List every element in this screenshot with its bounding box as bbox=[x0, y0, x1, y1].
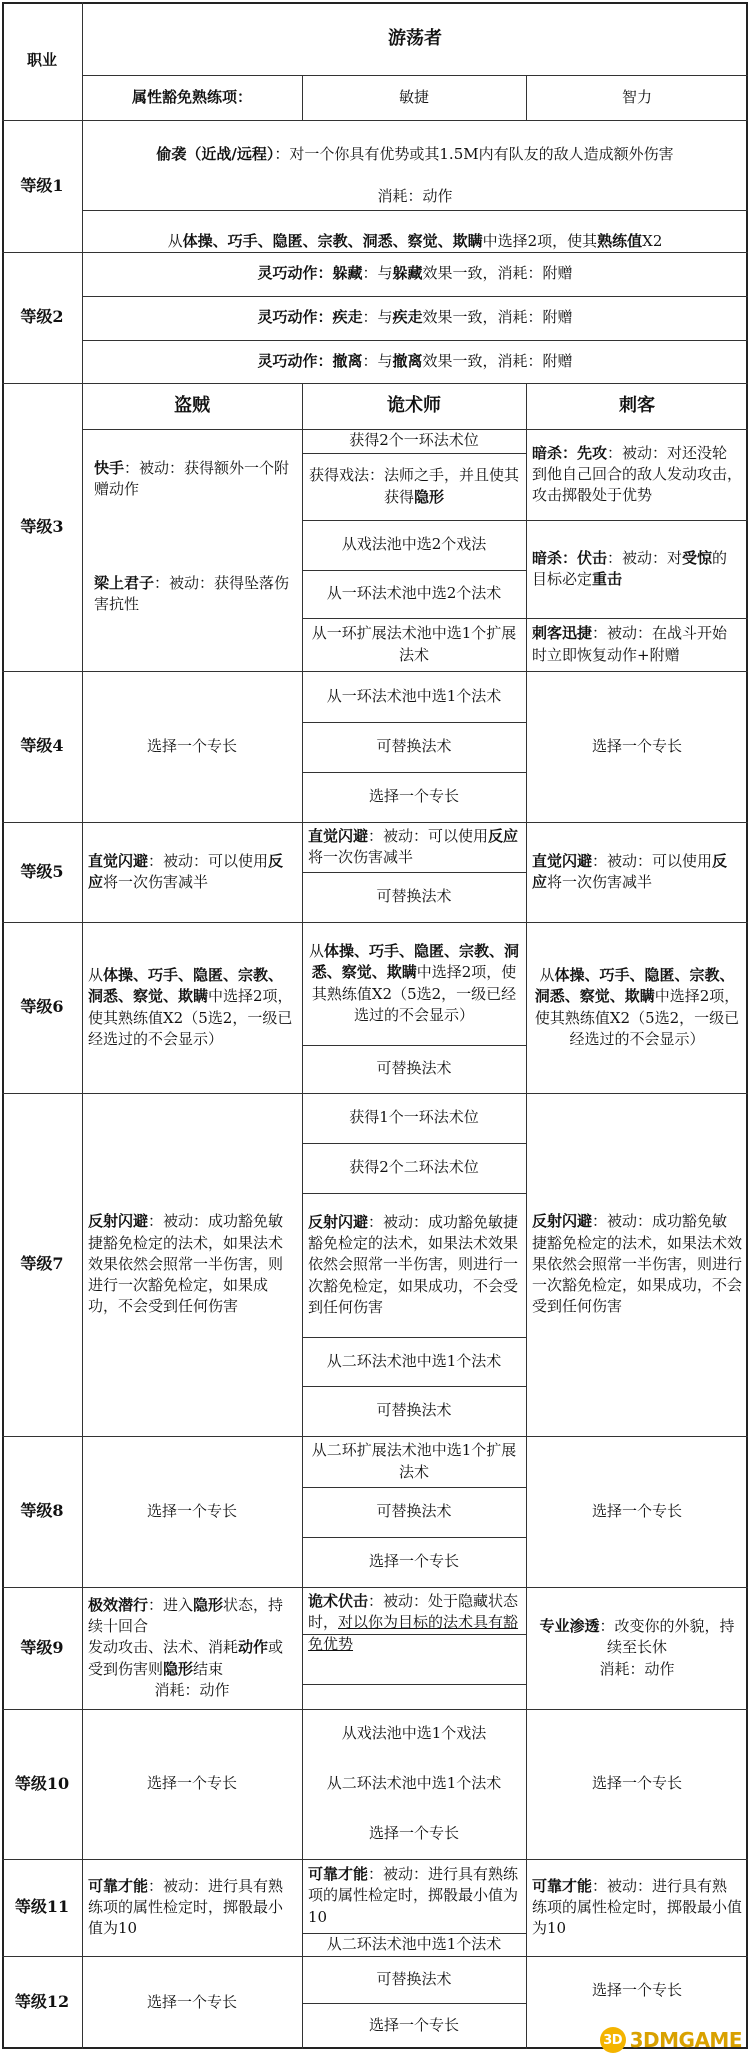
thief-uncanny-dodge: 直觉闪避：被动：可以使用反应将一次伤害减半 bbox=[88, 851, 284, 891]
assassin-infiltration: 专业渗透：改变你的外貌，持续至长休 消耗：动作 bbox=[539, 1617, 735, 1678]
trickster-spells: 从一环法术池中选2个法术 bbox=[326, 584, 502, 603]
thief-second-story: 梁上君子：被动：获得坠落伤害抗性 bbox=[94, 573, 290, 613]
level-label: 等级10 bbox=[14, 1773, 70, 1793]
trickster-slot-1: 获得1个一环法术位 bbox=[349, 1108, 479, 1127]
level-label: 等级8 bbox=[20, 1501, 64, 1521]
level-label: 等级7 bbox=[20, 1254, 64, 1274]
expertise-feature: 从体操、巧手、隐匿、宗教、洞悉、察觉、欺瞒中选择2项，使其熟练值X2 bbox=[167, 232, 663, 250]
cunning-action-hide: 灵巧动作：躲藏：与躲藏效果一致，消耗：附赠 bbox=[257, 264, 573, 283]
assassin-initiative: 暗杀：先攻：被动：对还没轮到他自己回合的敌人发动攻击，攻击掷骰处于优势 bbox=[532, 443, 743, 505]
thief-fast-hands: 快手：被动：获得额外一个附赠动作 bbox=[94, 458, 290, 498]
thief-feat: 选择一个专长 bbox=[146, 1501, 237, 1520]
trickster-spell-slots: 获得2个一环法术位 bbox=[349, 431, 479, 450]
trickster-reliable-talent: 可靠才能：被动：进行具有熟练项的属性检定时，掷骰最小值为10 bbox=[308, 1865, 519, 1926]
level-label: 等级5 bbox=[20, 861, 64, 881]
level-label: 等级1 bbox=[20, 175, 64, 195]
trickster-ambush: 诡术伏击：被动：处于隐藏状态时，对以你为目标的法术具有豁免优势 bbox=[308, 1592, 519, 1653]
level-label: 等级4 bbox=[20, 736, 64, 756]
thief-expertise: 从体操、巧手、隐匿、宗教、洞悉、察觉、欺瞒中选择2项，使其熟练值X2（5选2，一级已经选过的不会显示） bbox=[88, 965, 293, 1048]
level-label: 等级2 bbox=[20, 307, 64, 327]
assassin-uncanny-dodge: 直觉闪避：被动：可以使用反应将一次伤害减半 bbox=[532, 851, 728, 891]
trickster-cantrips: 从戏法池中选2个戏法 bbox=[341, 535, 487, 554]
trickster-replace: 可替换法术 bbox=[376, 887, 452, 906]
trickster-mage-hand: 获得戏法：法师之手，并且使其获得隐形 bbox=[308, 466, 519, 506]
saves-label: 属性豁免熟练项： bbox=[131, 87, 252, 106]
trickster-extended-spell: 从一环扩展法术池中选1个扩展法术 bbox=[311, 624, 517, 664]
trickster-replace: 可替换法术 bbox=[376, 1502, 452, 1521]
thief-supreme-sneak: 极效潜行：进入隐形状态，持续十回合 发动攻击、法术、消耗动作或受到伤害则隐形结束 消耗：动作 bbox=[88, 1595, 284, 1699]
trickster-replace: 可替换法术 bbox=[376, 1401, 452, 1420]
thief-reliable-talent: 可靠才能：被动：进行具有熟练项的属性检定时，掷骰最小值为10 bbox=[88, 1876, 284, 1938]
save-2: 智力 bbox=[621, 87, 652, 106]
trickster-spell-pick: 从二环法术池中选1个法术 bbox=[326, 1934, 502, 1953]
cunning-action-dash: 灵巧动作：疾走：与疾走效果一致，消耗：附赠 bbox=[257, 308, 573, 327]
subclass-trickster-header: 诡术师 bbox=[387, 395, 441, 417]
trickster-expertise: 从体操、巧手、隐匿、宗教、洞悉、察觉、欺瞒中选择2项，使其熟练值X2（5选2，一级已经选过的不会显示） bbox=[308, 941, 520, 1024]
assassin-feat: 选择一个专长 bbox=[591, 1501, 682, 1520]
save-1: 敏捷 bbox=[398, 87, 429, 106]
assassin-feat: 选择一个专长 bbox=[591, 1774, 682, 1793]
trickster-uncanny-dodge: 直觉闪避：被动：可以使用反应将一次伤害减半 bbox=[308, 826, 519, 866]
thief-feat: 选择一个专长 bbox=[146, 1774, 237, 1793]
site-watermark bbox=[600, 2027, 742, 2053]
trickster-spell-pick: 从一环法术池中选1个法术 bbox=[326, 686, 502, 705]
subclass-thief-header: 盗贼 bbox=[174, 395, 210, 417]
level-label: 等级11 bbox=[14, 1897, 70, 1917]
trickster-slot-2: 获得2个二环法术位 bbox=[349, 1158, 479, 1177]
watermark-logo-icon: 3D bbox=[600, 2027, 626, 2053]
trickster-replace: 可替换法术 bbox=[376, 1969, 452, 1988]
trickster-replace: 可替换法术 bbox=[376, 1059, 452, 1078]
trickster-feat: 选择一个专长 bbox=[368, 1552, 459, 1571]
trickster-feat: 选择一个专长 bbox=[368, 2016, 459, 2035]
profession-label: 职业 bbox=[26, 51, 57, 70]
assassin-alacrity: 刺客迅捷：被动：在战斗开始时立即恢复动作+附赠 bbox=[532, 624, 728, 664]
level-label: 等级3 bbox=[20, 516, 64, 536]
level-label: 等级9 bbox=[20, 1637, 64, 1657]
trickster-evasion: 反射闪避：被动：成功豁免敏捷豁免检定的法术，如果法术效果依然会照常一半伤害，则进行一次豁免检定，如果成功，不会受到任何伤害 bbox=[308, 1212, 519, 1316]
trickster-extended-spell: 从二环扩展法术池中选1个扩展法术 bbox=[311, 1441, 517, 1481]
thief-feat: 选择一个专长 bbox=[146, 1992, 237, 2011]
watermark-text: 3DMGAME bbox=[629, 2028, 742, 2052]
assassin-feat: 选择一个专长 bbox=[591, 1981, 682, 2000]
trickster-feat: 选择一个专长 bbox=[368, 1824, 459, 1843]
assassin-evasion: 反射闪避：被动：成功豁免敏捷豁免检定的法术，如果法术效果依然会照常一半伤害，则进行一次豁免检定，如果成功，不会受到任何伤害 bbox=[532, 1212, 743, 1316]
cunning-action-disengage: 灵巧动作：撤离：与撤离效果一致，消耗：附赠 bbox=[257, 351, 573, 370]
assassin-feat: 选择一个专长 bbox=[591, 736, 682, 755]
thief-feat: 选择一个专长 bbox=[146, 736, 237, 755]
trickster-replace: 可替换法术 bbox=[376, 737, 452, 756]
subclass-assassin-header: 刺客 bbox=[619, 395, 655, 417]
level-label: 等级12 bbox=[14, 1992, 70, 2012]
assassin-ambush: 暗杀：伏击：被动：对受惊的目标必定重击 bbox=[532, 548, 728, 588]
trickster-cantrip: 从戏法池中选1个戏法 bbox=[341, 1724, 487, 1743]
thief-evasion: 反射闪避：被动：成功豁免敏捷豁免检定的法术，如果法术效果依然会照常一半伤害，则进行一次豁免检定，如果成功，不会受到任何伤害 bbox=[88, 1212, 284, 1316]
trickster-spell-pick: 从二环法术池中选1个法术 bbox=[326, 1351, 502, 1370]
trickster-spell-pick: 从二环法术池中选1个法术 bbox=[326, 1774, 502, 1793]
assassin-expertise: 从体操、巧手、隐匿、宗教、洞悉、察觉、欺瞒中选择2项，使其熟练值X2（5选2，一级已经选过的不会显示） bbox=[534, 965, 740, 1048]
level-label: 等级6 bbox=[20, 997, 64, 1017]
trickster-feat: 选择一个专长 bbox=[368, 787, 459, 806]
sneak-attack-feature: 偷袭（近战/远程）：对一个你具有优势或其1.5M内有队友的敌人造成额外伤害 消耗：动作 bbox=[156, 144, 674, 206]
assassin-reliable-talent: 可靠才能：被动：进行具有熟练项的属性检定时，掷骰最小值为10 bbox=[532, 1876, 743, 1938]
class-name: 游荡者 bbox=[388, 27, 442, 49]
